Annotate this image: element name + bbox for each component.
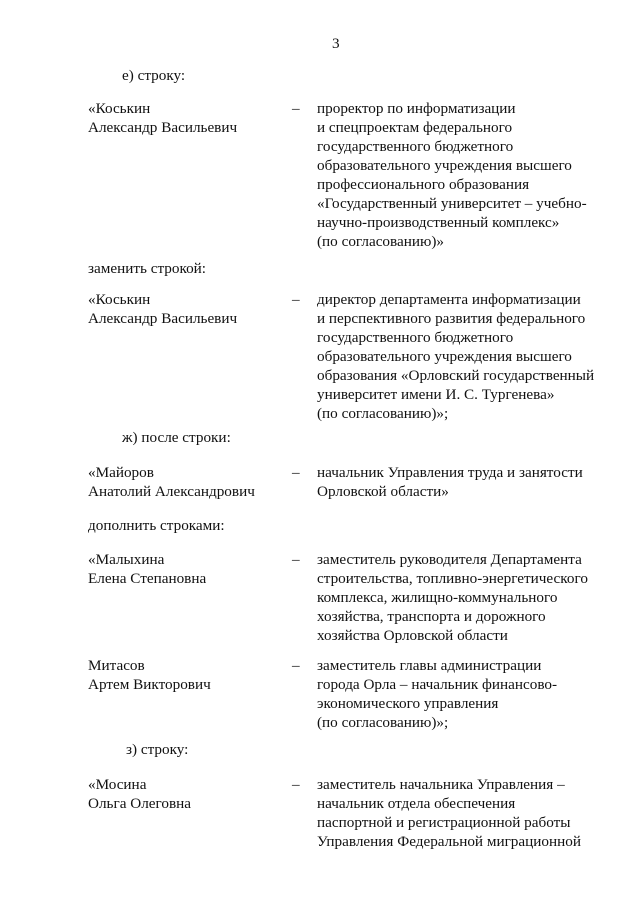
dash: – [292, 657, 300, 674]
desc-line: заместитель главы администрации [317, 657, 542, 674]
desc-line: паспортной и регистрационной работы [317, 814, 571, 831]
surname: «Малыхина [88, 551, 165, 568]
desc-line: профессионального образования [317, 176, 530, 193]
dash: – [292, 776, 300, 793]
entry-name [88, 656, 211, 694]
desc-line: экономического управления [317, 695, 499, 712]
desc-line: проректор по информатизации [317, 100, 516, 117]
given-names: Анатолий Александрович [88, 483, 255, 500]
desc-line: образовательного учреждения высшего [317, 157, 572, 174]
entry-description [317, 463, 583, 501]
entry-description [317, 656, 557, 732]
given-names: Александр Васильевич [88, 119, 238, 136]
desc-line: хозяйства Орловской области [317, 627, 508, 644]
section-heading: з) строку: [126, 741, 189, 758]
surname: «Майоров [88, 464, 154, 481]
desc-line: «Государственный университет – учебно- [317, 195, 587, 212]
desc-line: государственного бюджетного [317, 329, 514, 346]
desc-line: (по согласованию)»; [317, 714, 449, 731]
given-names: Елена Степановна [88, 570, 207, 587]
entry-description [317, 99, 587, 251]
given-names: Александр Васильевич [88, 310, 238, 327]
dash: – [292, 464, 300, 481]
section-heading: е) строку: [122, 67, 186, 84]
desc-line: (по согласованию)» [317, 233, 444, 250]
given-names: Артем Викторович [88, 676, 211, 693]
given-names: Ольга Олеговна [88, 795, 192, 812]
desc-line: и спецпроектам федерального [317, 119, 513, 136]
desc-line: директор департамента информатизации [317, 291, 581, 308]
section-heading: заменить строкой: [88, 260, 207, 277]
surname: Митасов [88, 657, 145, 674]
surname: «Коськин [88, 291, 151, 308]
desc-line: образования «Орловский государственный [317, 367, 595, 384]
desc-line: комплекса, жилищно-коммунального [317, 589, 558, 606]
entry-name [88, 463, 255, 501]
desc-line: государственного бюджетного [317, 138, 514, 155]
desc-line: Орловской области» [317, 483, 449, 500]
desc-line: образовательного учреждения высшего [317, 348, 572, 365]
desc-line: (по согласованию)»; [317, 405, 449, 422]
entry-description [317, 775, 581, 851]
entry-name [88, 99, 237, 137]
entry-name [88, 550, 206, 588]
desc-line: города Орла – начальник финансово- [317, 676, 558, 693]
section-heading: ж) после строки: [122, 429, 231, 446]
desc-line: университет имени И. С. Тургенева» [317, 386, 555, 403]
desc-line: начальник отдела обеспечения [317, 795, 516, 812]
entry-description [317, 290, 594, 423]
dash: – [292, 291, 300, 308]
desc-line: научно-производственный комплекс» [317, 214, 560, 231]
surname: «Мосина [88, 776, 147, 793]
desc-line: хозяйства, транспорта и дорожного [317, 608, 546, 625]
entry-description [317, 550, 588, 645]
entry-name [88, 290, 237, 328]
desc-line: начальник Управления труда и занятости [317, 464, 583, 481]
dash: – [292, 100, 300, 117]
desc-line: заместитель руководителя Департамента [317, 551, 582, 568]
desc-line: Управления Федеральной миграционной [317, 833, 581, 850]
desc-line: заместитель начальника Управления – [317, 776, 565, 793]
section-heading: дополнить строками: [88, 517, 225, 534]
desc-line: и перспективного развития федерального [317, 310, 586, 327]
surname: «Коськин [88, 100, 151, 117]
desc-line: строительства, топливно-энергетического [317, 570, 588, 587]
entry-name [88, 775, 191, 813]
page-number: 3 [332, 35, 340, 52]
dash: – [292, 551, 300, 568]
